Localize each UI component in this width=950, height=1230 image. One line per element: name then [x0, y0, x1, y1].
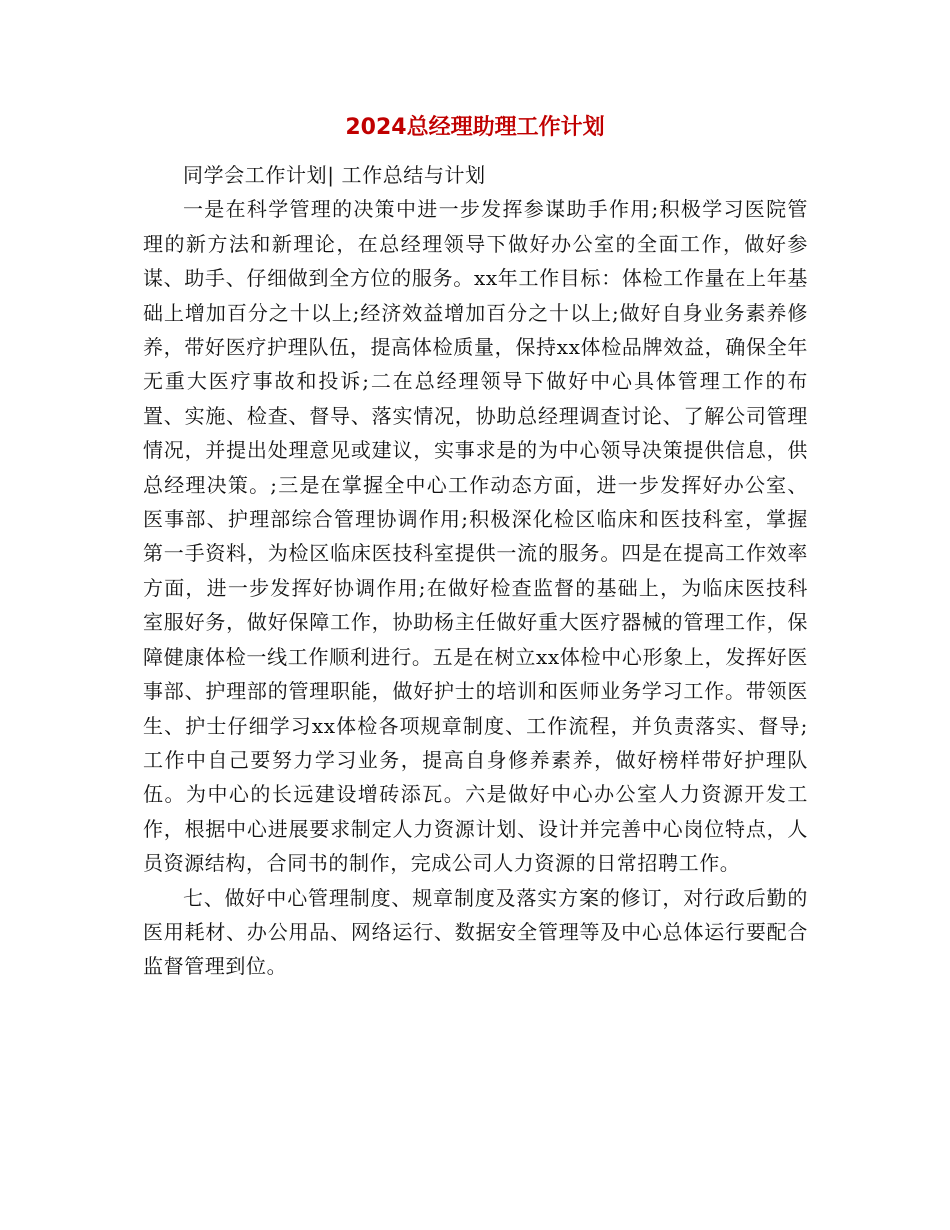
body-paragraph: 一是在科学管理的决策中进一步发挥参谋助手作用;积极学习医院管理的新方法和新理论，在总经理领导下做好办公室的全面工作，做好参谋、助手、仔细做到全方位的服务。xx年工作目标：体检工作量在上年基础上增加百分之十以上;经济效益增加百分之十以上;做好自身业务素养修养，带好医疗护理队伍，提高体检质量，保持xx体检品牌效益，确保全年无重大医疗事故和投诉;二在总经理领导下做好中心具体管理工作的布置、实施、检查、督导、落实情况，协助总经理调查讨论、了解公司管理情况，并提出处理意见或建议，实事求是的为中心领导决策提供信息，供总经理决策。;三是在掌握全中心工作动态方面，进一步发挥好办公室、医事部、护理部综合管理协调作用;积极深化检区临床和医技科室，掌握第一手资料，为检区临床医技科室提供一流的服务。四是在提高工作效率方面，进一步发挥好协调作用;在做好检查监督的基础上，为临床医技科室服好务，做好保障工作，协助杨主任做好重大医疗器械的管理工作，保障健康体检一线工作顺利进行。五是在树立xx体检中心形象上，发挥好医事部、护理部的管理职能，做好护士的培训和医师业务学习工作。带领医生、护士仔细学习xx体检各项规章制度、工作流程，并负责落实、督导;工作中自己要努力学习业务，提高自身修养素养，做好榜样带好护理队伍。为中心的长远建设增砖添瓦。六是做好中心办公室人力资源开发工作，根据中心进展要求制定人力资源计划、设计并完善中心岗位特点，人员资源结构，合同书的制作，完成公司人力资源的日常招聘工作。	[143, 197, 809, 876]
document-title: 2024总经理助理工作计划	[345, 115, 605, 140]
subtitle-line: 同学会工作计划| 工作总结与计划	[183, 163, 486, 187]
document-body	[143, 158, 808, 984]
body-paragraph: 七、做好中心管理制度、规章制度及落实方案的修订，对行政后勤的医用耗材、办公用品、网络运行、数据安全管理等及中心总体运行要配合监督管理到位。	[143, 885, 808, 979]
